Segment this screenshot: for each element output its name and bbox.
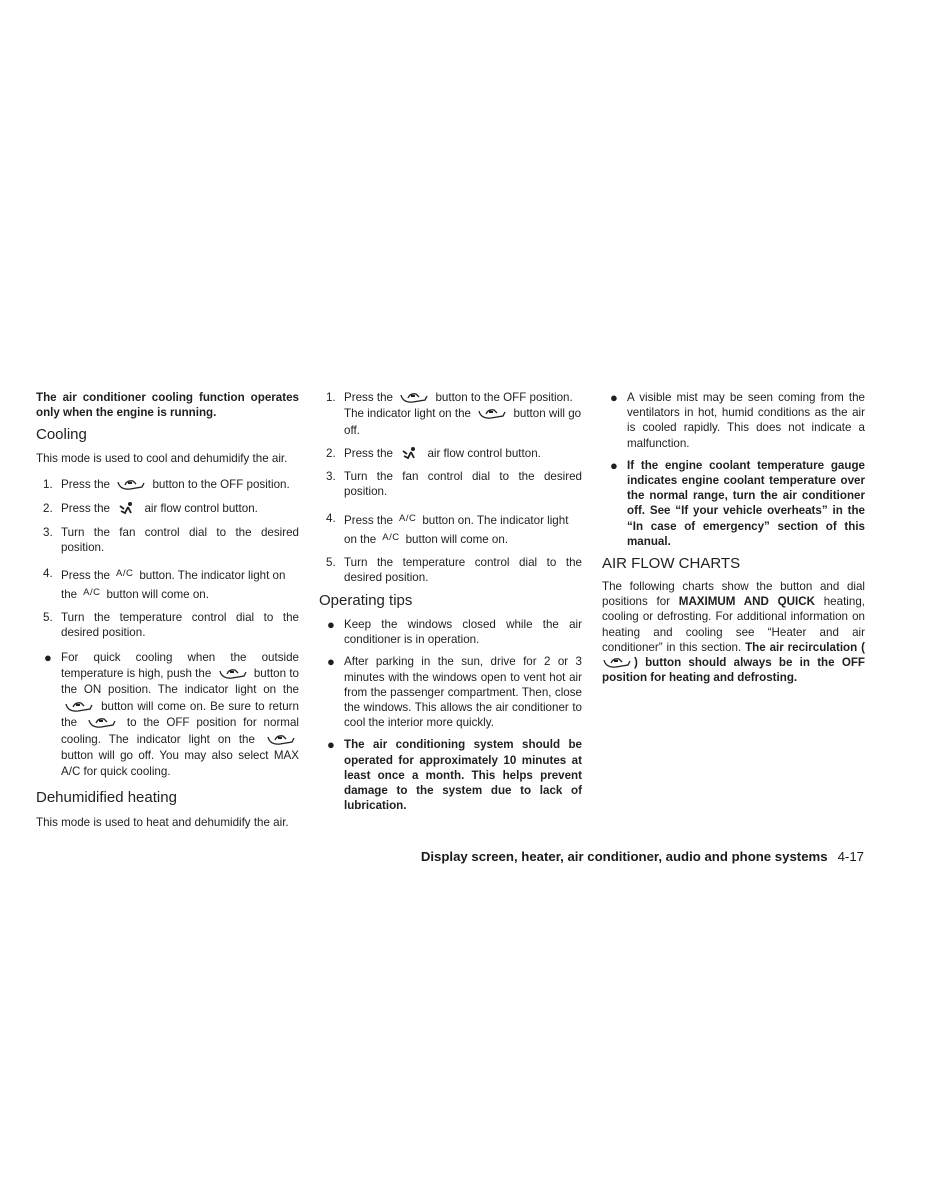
ac-button-icon: A/C: [398, 512, 417, 524]
ac-button-icon: A/C: [115, 568, 134, 580]
dehum-step-4: 4. Press the A/C button on. The indicator light on the A/C button will come on.: [326, 511, 569, 546]
air-recirculation-icon: [64, 700, 94, 714]
cooling-intro: The air conditioner cooling function operates only when the engine is running.: [36, 391, 299, 420]
ac-button-icon: A/C: [83, 587, 101, 599]
air-flow-charts-desc: The following charts show the button and dial positions for MAXIMUM AND QUICK heating, cooling or defrosting. For additional information on heating and cooling see “Heater and air conditioner” in this section. The air recirculation () button should always be in the OFF position for heating and defrosting.: [602, 580, 865, 685]
tip-windows-closed: ● Keep the windows closed while the air conditioner is in operation.: [327, 617, 582, 647]
column-left: [36, 390, 299, 830]
cooling-step-2: 2. Press the air flow control button.: [43, 501, 258, 515]
air-recirculation-icon: [218, 667, 248, 681]
dehum-step-5: 5. Turn the temperature control dial to the desired position.: [326, 555, 582, 584]
air-recirculation-icon: [399, 391, 429, 405]
air-recirculation-icon: [87, 716, 117, 730]
ac-button-icon: A/C: [382, 531, 400, 543]
cooling-step-4: 4. Press the A/C button. The indicator light on the A/C button will come on.: [43, 567, 286, 602]
air-recirculation-icon: [116, 478, 146, 492]
air-recirculation-icon: [266, 733, 296, 747]
page-number: 4-17: [837, 849, 864, 864]
tip-coolant-warning: ● If the engine coolant temperature gauge indicates engine coolant temperature over the normal range, turn the air conditioner off. See “If your vehicle overheats” in the “In case of emergency” section of this manual.: [610, 457, 865, 548]
section-title: Display screen, heater, air conditioner, audio and phone systems: [420, 849, 828, 864]
cooling-step-1: 1. Press the button to the OFF position.: [43, 477, 290, 491]
tip-after-parking: ● After parking in the sun, drive for 2 or 3 minutes with the windows open to vent hot air from the passenger compartment. Then, close the windows. This allows the air conditioner to cool the interior more quickly.: [327, 654, 582, 730]
cooling-heading: Cooling: [36, 426, 87, 444]
tip-monthly-operation: ● The air conditioning system should be operated for approximately 10 minutes at least once a month. This helps prevent damage to the system due to lack of lubrication.: [327, 737, 582, 813]
cooling-step-5: 5. Turn the temperature control dial to the desired position.: [43, 611, 299, 640]
dehum-heading: Dehumidified heating: [36, 788, 177, 806]
column-middle: [319, 390, 582, 813]
dehum-desc: This mode is used to heat and dehumidify the air.: [36, 815, 289, 829]
dehum-step-3: 3. Turn the fan control dial to the desired position.: [326, 470, 582, 499]
dehum-step-2: 2. Press the air flow control button.: [326, 447, 541, 461]
air-flow-icon: [399, 446, 421, 462]
cooling-desc: This mode is used to cool and dehumidify the air.: [36, 452, 288, 466]
page-footer: [421, 849, 864, 864]
air-flow-charts-heading: AIR FLOW CHARTS: [602, 555, 741, 573]
cooling-step-3: 3. Turn the fan control dial to the desired position.: [43, 525, 299, 555]
air-recirculation-icon: [602, 656, 632, 670]
air-recirculation-icon: [477, 407, 507, 421]
dehum-step-1: 1. Press the button to the OFF position. The indicator light on the button will go off.: [326, 391, 582, 437]
column-right: [602, 390, 865, 685]
quick-cooling-tip: ● For quick cooling when the outside temperature is high, push the button to the ON position. The indicator light on the button will come on. Be sure to return the to the OFF position for normal cooling. The indicator light on the button will go off. You may also select MAX A/C for quick cooling.: [44, 649, 300, 779]
tip-visible-mist: ● A visible mist may be seen coming from the ventilators in hot, humid conditions as the air is cooled rapidly. This does not indicate a malfunction.: [610, 390, 865, 450]
air-flow-icon: [116, 501, 138, 517]
operating-tips-heading: Operating tips: [319, 592, 413, 610]
